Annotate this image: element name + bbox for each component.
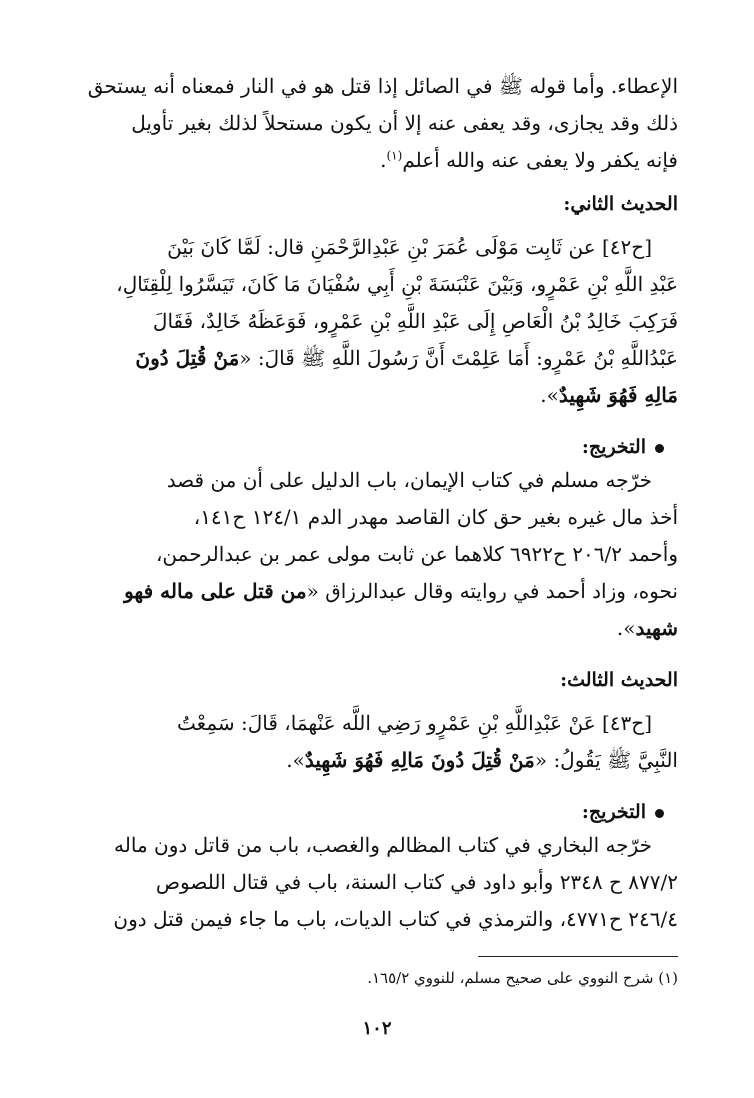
bullet-icon [655, 809, 664, 818]
hadith-3-line-2 [72, 742, 678, 779]
footnote-number: (١) [658, 969, 678, 987]
takhrij-2-heading-text: التخريج: [581, 436, 646, 458]
hadith-2-line-1: [ح٤٢] عن ثَابِت مَوْلَى عُمَرَ بْنِ عَبْدِالرَّحْمَنِ قال: لَمَّا كَانَ بَيْنَ [167, 235, 652, 259]
takhrij-3-text [72, 827, 678, 938]
hadith-2-line-4-bold: مَنْ قُتِلَ دُونَ [135, 346, 240, 370]
takhrij-2-line-4-text: نحوه، وزاد أحمد في روايته وقال عبدالرزاق « [306, 579, 678, 603]
hadith-3-line-2-text: النَّبِيَّ ﷺ يَقُولُ: « [534, 748, 678, 772]
takhrij-2-line-4 [72, 573, 678, 610]
takhrij-3-heading [72, 797, 678, 827]
takhrij-2-line-3: وأحمد ٢٠٦/٢ ح٦٩٢٢ كلاهما عن ثابت مولى عمر بن عبدالرحمن، [155, 542, 678, 566]
hadith-3-text [72, 705, 678, 779]
takhrij-2-line-5-bold: شهيد [635, 616, 678, 640]
hadith-3-line-2-end: ». [286, 748, 305, 772]
footnote-divider [478, 956, 678, 957]
footnote-text: شرح النووي على صحيح مسلم، للنووي ١٦٥/٢. [367, 969, 654, 987]
hadith-2-line-5-bold: مَالِهِ فَهُوَ شَهِيدٌ [558, 383, 678, 407]
hadith-2-line-4-text: عَبْدُاللَّهِ بْنُ عَمْرٍو: أَمَا عَلِمْتَ أَنَّ رَسُولَ اللَّهِ ﷺ قَالَ: « [239, 346, 678, 370]
takhrij-2-line-2: أخذ مال غيره بغير حق كان القاصد مهدر الدم ١٢٤/١ ح١٤١، [193, 505, 678, 529]
hadith-2-line-5-end: ». [540, 383, 559, 407]
hadith-3-line-2-bold: مَنْ قُتِلَ دُونَ مَالِهِ فَهُوَ شَهِيدٌ [304, 748, 535, 772]
hadith-3-line-1: [ح٤٣] عَنْ عَبْدِاللَّهِ بْنِ عَمْرٍو رَضِي اللَّه عَنْهمَا، قَالَ: سَمِعْتُ [177, 711, 652, 735]
footnote [72, 966, 678, 990]
hadith-2-text [72, 229, 678, 414]
takhrij-3-line-2: ٨٧٧/٢ ح ٢٣٤٨ وأبو داود في كتاب السنة، باب في قتال اللصوص [155, 870, 678, 894]
takhrij-2-line-5 [72, 610, 678, 647]
intro-line-3 [72, 142, 678, 179]
hadith-2-line-2: عَبْدِ اللَّهِ بْنِ عَمْرٍو، وَبَيْنَ عَنْبَسَةَ بْنِ أَبِي سُفْيَانَ مَا كَانَ، تَيَسَّرُوا لِلْقِتَالِ، [116, 272, 678, 296]
takhrij-2-line-4-bold: من قتل على ماله فهو [124, 579, 307, 603]
page-number: ١٠٢ [362, 1018, 392, 1039]
takhrij-2-line-1: خرّجه مسلم في كتاب الإيمان، باب الدليل على أن من قصد [166, 468, 652, 492]
takhrij-3-line-1: خرّجه البخاري في كتاب المظالم والغصب، باب من قاتل دون ماله [114, 833, 652, 857]
hadith-2-line-5 [72, 377, 678, 414]
footnote-reference[interactable]: (١) [386, 148, 403, 163]
hadith-2-line-4 [72, 340, 678, 377]
takhrij-2-heading [72, 432, 678, 462]
takhrij-3-line-3: ٢٤٦/٤ ح٤٧٧١، والترمذي في كتاب الديات، باب ما جاء فيمن قتل دون [113, 907, 678, 931]
intro-line-2: ذلك وقد يجازى، وقد يعفى عنه إلا أن يكون مستحلاً لذلك بغير تأويل [131, 111, 678, 135]
takhrij-2-line-5-end: ». [616, 616, 636, 640]
intro-line-3-text: فإنه يكفر ولا يعفى عنه والله أعلم [402, 148, 678, 172]
intro-line-1: الإعطاء. وأما قوله ﷺ في الصائل إذا قتل هو في النار فمعناه أنه يستحق [87, 74, 678, 98]
hadith-2-heading: الحديث الثاني: [563, 193, 678, 215]
intro-paragraph [72, 68, 678, 179]
page-body [72, 68, 678, 938]
takhrij-2-text [72, 462, 678, 647]
intro-line-3-end: . [380, 148, 387, 172]
hadith-2-line-3: فَرَكِبَ خَالِدُ بْنُ الْعَاصِ إِلَى عَبْدِ اللَّهِ بْنِ عَمْرٍو، فَوَعَظَهُ خَالِدٌ، فَقَالَ [152, 309, 678, 333]
takhrij-3-heading-text: التخريج: [581, 801, 646, 823]
bullet-icon [655, 444, 664, 453]
hadith-3-heading: الحديث الثالث: [560, 669, 678, 691]
